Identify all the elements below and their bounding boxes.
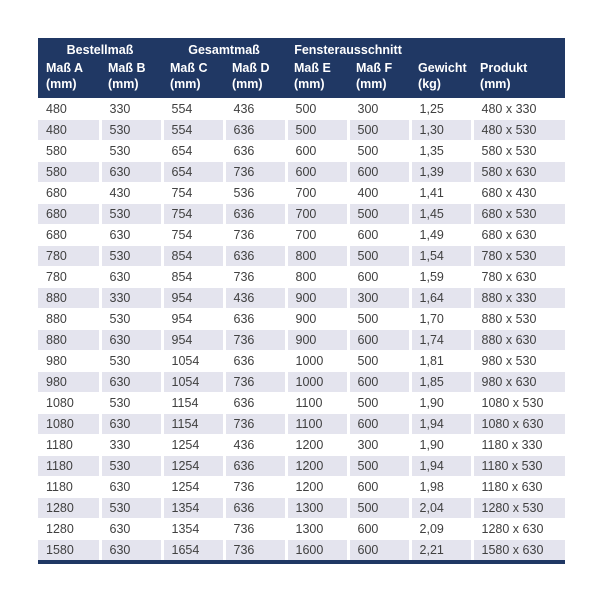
table-row xyxy=(38,182,565,203)
table-cell: 900 xyxy=(286,308,348,329)
table-row xyxy=(38,539,565,562)
column-header-cell xyxy=(286,58,348,98)
table-cell: 1,54 xyxy=(410,245,472,266)
table-cell: 330 xyxy=(100,98,162,119)
table-cell: 980 xyxy=(38,350,100,371)
table-cell: 754 xyxy=(162,203,224,224)
table-cell: 980 xyxy=(38,371,100,392)
table-cell: 736 xyxy=(224,161,286,182)
column-unit: (mm) xyxy=(46,77,77,92)
table-cell: 1080 x 630 xyxy=(472,413,565,434)
table-cell: 780 x 530 xyxy=(472,245,565,266)
table-cell: 500 xyxy=(348,140,410,161)
table-cell: 480 x 330 xyxy=(481,101,537,116)
table-cell: 600 xyxy=(348,518,410,539)
table-cell: 500 xyxy=(348,350,410,371)
table-row xyxy=(38,455,565,476)
table-cell: 530 xyxy=(100,203,162,224)
table-cell: 1,25 xyxy=(410,98,472,119)
table-cell: 1,94 xyxy=(410,413,472,434)
table-cell: 780 xyxy=(38,245,100,266)
table-cell: 1354 xyxy=(162,518,224,539)
table-row xyxy=(38,413,565,434)
table-cell: 880 xyxy=(38,287,100,308)
table-cell: 530 xyxy=(100,455,162,476)
table-cell: 600 xyxy=(348,329,410,350)
table-row xyxy=(38,119,565,140)
table-cell: 600 xyxy=(348,371,410,392)
table-cell: 1154 xyxy=(162,413,224,434)
product-spec-table xyxy=(38,38,565,564)
table-cell: 1580 xyxy=(38,539,100,562)
table-cell: 1354 xyxy=(162,497,224,518)
table-cell: 530 xyxy=(100,140,162,161)
column-unit: (kg) xyxy=(418,77,441,92)
table-cell: 980 x 530 xyxy=(481,353,537,368)
table-cell: 2,21 xyxy=(410,539,472,562)
table-cell: 2,04 xyxy=(410,497,472,518)
column-header-cell xyxy=(410,58,472,98)
column-header-cell xyxy=(472,58,565,98)
table-cell: 630 xyxy=(100,371,162,392)
table-cell: 754 xyxy=(162,224,224,245)
group-header-cell: Fensterausschnitt xyxy=(286,38,410,58)
table-cell: 500 xyxy=(348,308,410,329)
table-cell: 1,49 xyxy=(410,224,472,245)
table-cell: 530 xyxy=(100,245,162,266)
group-header-cell xyxy=(410,38,565,58)
table-cell: 636 xyxy=(224,203,286,224)
table-row xyxy=(38,329,565,350)
table-cell: 900 xyxy=(286,287,348,308)
column-unit: (mm) xyxy=(480,77,511,92)
column-header-row xyxy=(38,58,565,98)
table-cell: 736 xyxy=(224,329,286,350)
table-cell: 2,09 xyxy=(410,518,472,539)
table-cell: 600 xyxy=(286,140,348,161)
table-cell: 636 xyxy=(224,308,286,329)
table-cell: 1600 xyxy=(286,539,348,562)
table-cell: 654 xyxy=(162,140,224,161)
table-cell: 1154 xyxy=(162,392,224,413)
table-cell: 1180 x 530 xyxy=(472,455,565,476)
table-cell: 580 xyxy=(38,161,100,182)
table-cell: 1180 xyxy=(38,434,100,455)
table-body xyxy=(38,98,565,562)
table-cell: 854 xyxy=(162,266,224,287)
column-unit: (mm) xyxy=(108,77,139,92)
table-cell: 1054 xyxy=(162,350,224,371)
column-name: Maß A xyxy=(46,61,84,75)
table-row xyxy=(38,434,565,455)
table-cell: 1,85 xyxy=(410,371,472,392)
table-cell: 600 xyxy=(348,476,410,497)
column-name: Maß E xyxy=(294,61,331,75)
table-cell: 900 xyxy=(286,329,348,350)
table-cell: 630 xyxy=(100,476,162,497)
table-cell: 700 xyxy=(286,224,348,245)
table-cell: 436 xyxy=(224,434,286,455)
table-cell: 700 xyxy=(286,182,348,203)
table-cell: 500 xyxy=(348,119,410,140)
table-cell: 1300 xyxy=(286,518,348,539)
table-cell: 1280 x 630 xyxy=(481,521,544,536)
column-name: Gewicht xyxy=(418,61,467,75)
table-cell: 880 xyxy=(38,329,100,350)
table-cell: 854 xyxy=(162,245,224,266)
table-cell: 1,41 xyxy=(410,182,472,203)
table-row xyxy=(38,308,565,329)
table-cell: 1080 xyxy=(38,392,100,413)
table-cell: 1,39 xyxy=(410,161,472,182)
table-cell: 536 xyxy=(224,182,286,203)
table-cell: 1654 xyxy=(162,539,224,562)
column-name: Maß F xyxy=(356,61,393,75)
column-header-cell xyxy=(100,58,162,98)
column-header-cell xyxy=(38,58,100,98)
table-cell: 880 xyxy=(38,308,100,329)
table-cell: 800 xyxy=(286,245,348,266)
table-cell: 880 x 330 xyxy=(472,287,565,308)
table-cell: 1,74 xyxy=(410,329,472,350)
table-cell: 754 xyxy=(162,182,224,203)
table-cell: 780 x 630 xyxy=(481,269,537,284)
table-cell: 700 xyxy=(286,203,348,224)
table-cell: 680 xyxy=(38,203,100,224)
group-header-cell: Bestellmaß xyxy=(38,38,162,58)
table-cell: 630 xyxy=(100,518,162,539)
column-name: Maß D xyxy=(232,61,270,75)
table-cell: 736 xyxy=(224,266,286,287)
table-row xyxy=(38,266,565,287)
table-row xyxy=(38,203,565,224)
table-cell: 1,90 xyxy=(410,434,472,455)
table-cell: 736 xyxy=(224,539,286,562)
column-header-cell xyxy=(348,58,410,98)
table-cell: 800 xyxy=(286,266,348,287)
table-row xyxy=(38,518,565,539)
table-cell: 480 xyxy=(38,98,100,119)
table-cell: 636 xyxy=(224,497,286,518)
table-cell: 680 xyxy=(38,224,100,245)
table-row xyxy=(38,245,565,266)
table-cell: 1,70 xyxy=(410,308,472,329)
table-cell: 1180 xyxy=(38,455,100,476)
column-unit: (mm) xyxy=(356,77,387,92)
table-cell: 1200 xyxy=(286,476,348,497)
table-cell: 530 xyxy=(100,392,162,413)
table-cell: 300 xyxy=(348,98,410,119)
table-cell: 736 xyxy=(224,476,286,497)
group-header-row xyxy=(38,38,565,58)
table-cell: 436 xyxy=(224,98,286,119)
column-unit: (mm) xyxy=(170,77,201,92)
table-cell: 630 xyxy=(100,329,162,350)
table-cell: 500 xyxy=(348,203,410,224)
column-header-cell xyxy=(224,58,286,98)
table-row xyxy=(38,140,565,161)
table-cell: 636 xyxy=(224,455,286,476)
table-row xyxy=(38,287,565,308)
column-name: Maß C xyxy=(170,61,208,75)
table-cell: 500 xyxy=(348,455,410,476)
table-cell: 680 x 530 xyxy=(472,203,565,224)
table-cell: 600 xyxy=(286,161,348,182)
table-cell: 1100 xyxy=(286,413,348,434)
table-row xyxy=(38,98,565,119)
table-cell: 954 xyxy=(162,308,224,329)
table-cell: 1,94 xyxy=(410,455,472,476)
table-cell: 680 x 630 xyxy=(481,227,537,242)
table-cell: 1,30 xyxy=(410,119,472,140)
table-cell: 680 xyxy=(38,182,100,203)
table-cell: 1,90 xyxy=(410,392,472,413)
table-header xyxy=(38,38,565,98)
table-cell: 636 xyxy=(224,245,286,266)
table-cell: 1180 xyxy=(38,476,100,497)
group-header-cell: Gesamtmaß xyxy=(162,38,286,58)
table-cell: 1280 x 530 xyxy=(472,497,565,518)
column-unit: (mm) xyxy=(232,77,263,92)
table-cell: 880 x 630 xyxy=(472,329,565,350)
table-cell: 1000 xyxy=(286,350,348,371)
table-cell: 1200 xyxy=(286,455,348,476)
column-name: Produkt xyxy=(480,61,528,75)
table-cell: 300 xyxy=(348,434,410,455)
table-cell: 436 xyxy=(224,287,286,308)
table-cell: 500 xyxy=(286,119,348,140)
table-cell: 1054 xyxy=(162,371,224,392)
table-cell: 430 xyxy=(100,182,162,203)
table-row xyxy=(38,161,565,182)
table-cell: 654 xyxy=(162,161,224,182)
table-cell: 980 x 630 xyxy=(472,371,565,392)
table-cell: 1300 xyxy=(286,497,348,518)
table-row xyxy=(38,392,565,413)
table-cell: 1,98 xyxy=(410,476,472,497)
table-cell: 630 xyxy=(100,266,162,287)
table-cell: 954 xyxy=(162,329,224,350)
table-cell: 480 x 530 xyxy=(472,119,565,140)
table-cell: 1580 x 630 xyxy=(472,539,565,562)
table-cell: 1254 xyxy=(162,455,224,476)
table-cell: 880 x 530 xyxy=(481,311,537,326)
table-cell: 530 xyxy=(100,308,162,329)
table-cell: 1180 x 330 xyxy=(481,437,543,452)
table-cell: 500 xyxy=(348,245,410,266)
table-cell: 736 xyxy=(224,371,286,392)
table-row xyxy=(38,350,565,371)
table-cell: 554 xyxy=(162,98,224,119)
table-cell: 1254 xyxy=(162,476,224,497)
table-cell: 736 xyxy=(224,413,286,434)
table-row xyxy=(38,476,565,497)
table-cell: 736 xyxy=(224,518,286,539)
table-cell: 636 xyxy=(224,350,286,371)
table-cell: 554 xyxy=(162,119,224,140)
table-cell: 636 xyxy=(224,392,286,413)
table-cell: 600 xyxy=(348,413,410,434)
column-unit: (mm) xyxy=(294,77,325,92)
table-cell: 636 xyxy=(224,140,286,161)
table-cell: 1100 xyxy=(286,392,348,413)
table-cell: 1,45 xyxy=(410,203,472,224)
table-cell: 600 xyxy=(348,161,410,182)
table-cell: 1280 xyxy=(38,497,100,518)
table-cell: 1,81 xyxy=(410,350,472,371)
table-cell: 954 xyxy=(162,287,224,308)
table-cell: 736 xyxy=(224,224,286,245)
table-cell: 330 xyxy=(100,434,162,455)
table-cell: 1080 x 530 xyxy=(481,395,544,410)
table-cell: 1254 xyxy=(162,434,224,455)
table-cell: 580 x 530 xyxy=(481,143,537,158)
table-cell: 330 xyxy=(100,287,162,308)
table-cell: 530 xyxy=(100,497,162,518)
table-cell: 300 xyxy=(348,287,410,308)
table-row xyxy=(38,497,565,518)
table-cell: 600 xyxy=(348,224,410,245)
column-header-cell xyxy=(162,58,224,98)
table-cell: 1,64 xyxy=(410,287,472,308)
table-cell: 580 xyxy=(38,140,100,161)
table-cell: 1080 xyxy=(38,413,100,434)
table-cell: 630 xyxy=(100,413,162,434)
table-cell: 530 xyxy=(100,119,162,140)
table-row xyxy=(38,224,565,245)
table-cell: 1000 xyxy=(286,371,348,392)
table-cell: 600 xyxy=(348,266,410,287)
table-cell: 400 xyxy=(348,182,410,203)
table-cell: 630 xyxy=(100,224,162,245)
column-name: Maß B xyxy=(108,61,146,75)
table-cell: 500 xyxy=(348,497,410,518)
table-cell: 636 xyxy=(224,119,286,140)
table-cell: 500 xyxy=(286,98,348,119)
table-cell: 480 xyxy=(38,119,100,140)
table-cell: 630 xyxy=(100,161,162,182)
table-cell: 780 xyxy=(38,266,100,287)
table-cell: 580 x 630 xyxy=(472,161,565,182)
table-cell: 1280 xyxy=(38,518,100,539)
table-cell: 1200 xyxy=(286,434,348,455)
table-cell: 1,59 xyxy=(410,266,472,287)
table-row xyxy=(38,371,565,392)
table-cell: 500 xyxy=(348,392,410,413)
table-cell: 530 xyxy=(100,350,162,371)
table-cell: 630 xyxy=(100,539,162,562)
table-cell: 680 x 430 xyxy=(481,185,537,200)
table-cell: 1,35 xyxy=(410,140,472,161)
table-cell: 1180 x 630 xyxy=(481,479,543,494)
table-cell: 600 xyxy=(348,539,410,562)
